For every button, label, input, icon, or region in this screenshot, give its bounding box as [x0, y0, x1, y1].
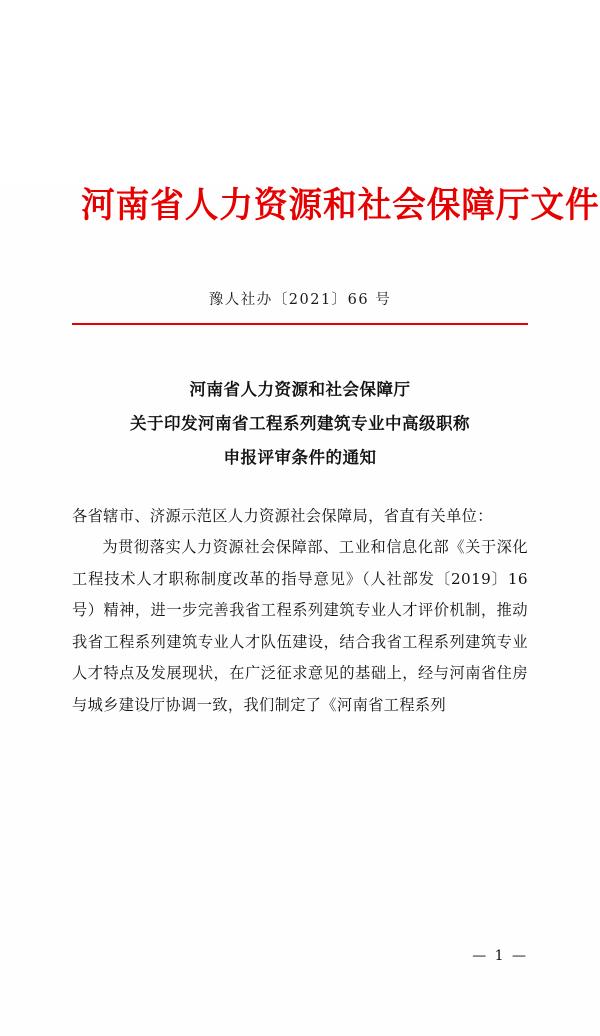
page-number: — 1 — — [472, 948, 528, 964]
document-title-line-3: 申报评审条件的通知 — [223, 447, 377, 467]
body-paragraph-1: 为贯彻落实人力资源社会保障部、工业和信息化部《关于深化工程技术人才职称制度改革的指导意见》（人社部发〔2019〕16 号）精神，进一步完善我省工程系列建筑专业人才评价机制，推动我省工程系列建筑专业人才队伍建设，结合我省工程系列建筑专业人才特点及发展现状，在广泛征求意见的基础上，经与河南省住房与城乡建设厅协调一致，我们制定了《河南省工程系列 — [72, 538, 528, 714]
document-masthead-title: 河南省人力资源和社会保障厅文件 — [81, 185, 600, 226]
red-divider-rule — [72, 323, 528, 325]
salutation-line: 各省辖市、济源示范区人力资源社会保障局，省直有关单位： — [72, 506, 493, 525]
document-body — [72, 501, 528, 721]
document-number: 豫人社办〔2021〕66 号 — [208, 292, 392, 309]
document-title-block — [72, 373, 528, 474]
document-title-line-1: 河南省人力资源和社会保障厅 — [189, 380, 411, 400]
document-page — [0, 186, 600, 1036]
document-title-line-2: 关于印发河南省工程系列建筑专业中高级职称 — [130, 414, 470, 434]
